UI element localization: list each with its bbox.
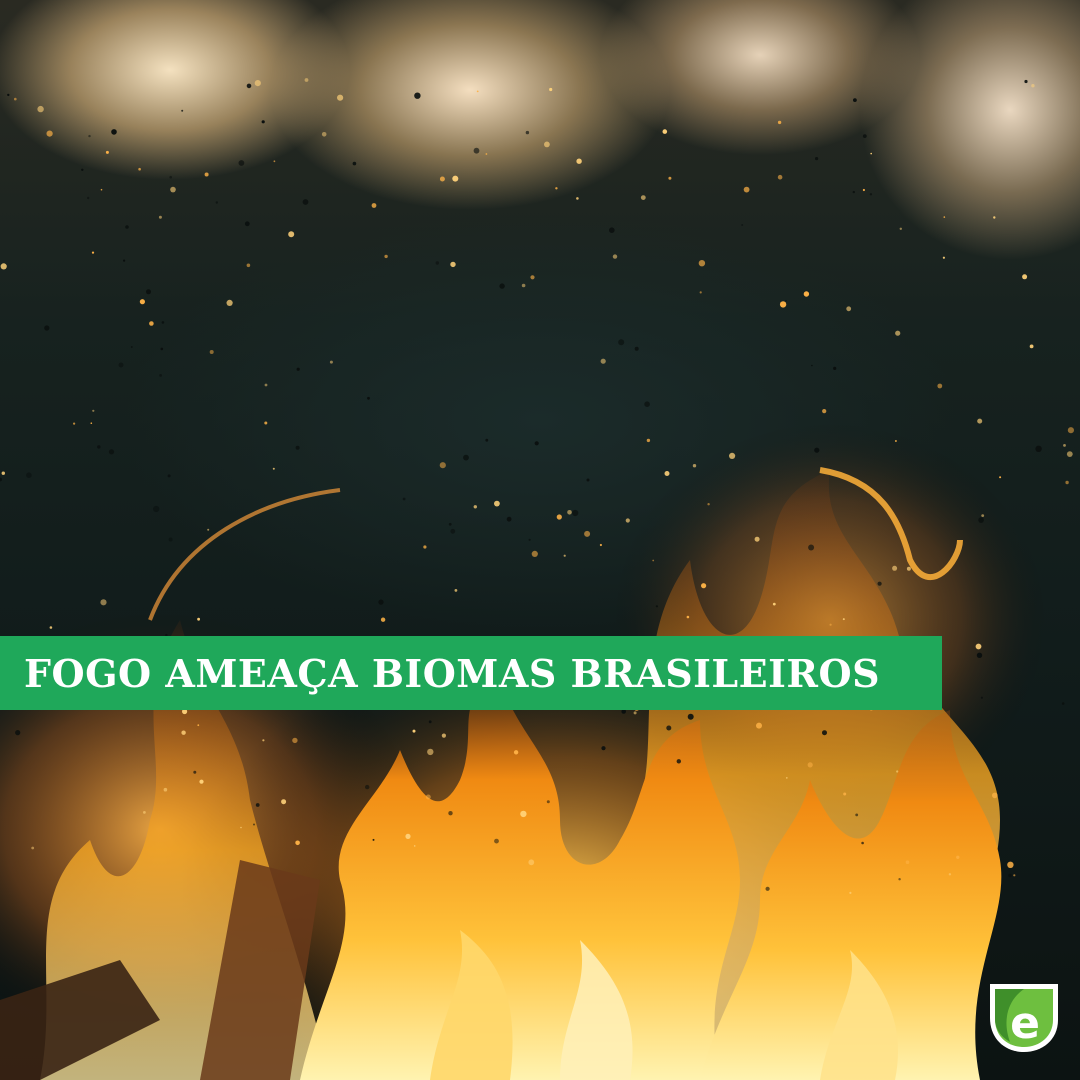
ash-particle xyxy=(609,227,615,233)
spark xyxy=(699,260,705,266)
spark xyxy=(264,422,267,425)
ash-particle xyxy=(572,510,578,516)
spark xyxy=(778,121,781,124)
ash-particle xyxy=(169,538,173,542)
spark xyxy=(906,860,910,864)
spark xyxy=(452,176,458,182)
ash-particle xyxy=(833,367,836,370)
spark xyxy=(1067,451,1073,457)
ash-particle xyxy=(367,397,370,400)
spark xyxy=(999,476,1001,478)
spark xyxy=(755,537,760,542)
spark xyxy=(405,834,410,839)
spark xyxy=(549,88,552,91)
spark xyxy=(849,892,851,894)
ash-particle xyxy=(161,348,164,351)
ash-particle xyxy=(162,321,165,324)
spark xyxy=(227,300,233,306)
ash-particle xyxy=(365,785,369,789)
spark xyxy=(567,510,572,515)
spark xyxy=(900,228,902,230)
spark xyxy=(647,439,650,442)
ash-particle xyxy=(485,439,488,442)
ash-particle xyxy=(125,225,129,229)
spark xyxy=(199,780,203,784)
ash-particle xyxy=(403,498,406,501)
ash-particle xyxy=(618,339,624,345)
ash-particle xyxy=(26,472,32,478)
ash-particle xyxy=(547,800,550,803)
ash-particle xyxy=(297,368,300,371)
spark xyxy=(240,827,242,829)
spark xyxy=(555,187,557,189)
spark xyxy=(700,291,702,293)
ash-particle xyxy=(247,84,252,89)
ash-particle xyxy=(870,193,872,195)
spark xyxy=(830,624,832,626)
ash-particle xyxy=(666,726,671,731)
ash-particle xyxy=(168,474,171,477)
spark xyxy=(956,856,959,859)
spark xyxy=(149,321,154,326)
spark xyxy=(305,78,309,82)
spark xyxy=(274,160,276,162)
ash-particle xyxy=(526,131,529,134)
ash-particle xyxy=(373,839,375,841)
spark xyxy=(895,440,897,442)
ash-particle xyxy=(88,135,90,137)
spark xyxy=(440,462,446,468)
ash-particle xyxy=(741,224,743,226)
spark xyxy=(557,514,562,519)
spark xyxy=(600,544,602,546)
ash-particle xyxy=(981,697,983,699)
spark xyxy=(140,299,145,304)
ash-particle xyxy=(677,759,681,763)
ash-particle xyxy=(87,197,89,199)
spark xyxy=(943,257,945,259)
spark xyxy=(514,750,518,754)
ash-particle xyxy=(159,374,162,377)
spark xyxy=(31,847,34,850)
ash-particle xyxy=(644,401,650,407)
ash-particle xyxy=(153,506,159,512)
ash-particle xyxy=(111,129,117,135)
ash-particle xyxy=(97,445,100,448)
spark xyxy=(273,468,275,470)
ash-particle xyxy=(262,120,265,123)
spark xyxy=(808,762,813,767)
spark xyxy=(907,567,911,571)
ash-particle xyxy=(587,479,590,482)
spark xyxy=(744,187,750,193)
spark xyxy=(477,91,479,93)
spark xyxy=(863,189,865,191)
ash-particle xyxy=(535,441,539,445)
spark xyxy=(210,350,214,354)
spark xyxy=(494,501,500,507)
ash-particle xyxy=(245,221,250,226)
spark xyxy=(843,793,846,796)
ash-particle xyxy=(448,811,452,815)
spark xyxy=(522,284,526,288)
ash-particle xyxy=(256,803,260,807)
ash-particle xyxy=(861,842,864,845)
ash-particle xyxy=(529,539,531,541)
spark xyxy=(895,331,900,336)
ash-particle xyxy=(81,169,83,171)
ash-particle xyxy=(656,605,658,607)
spark xyxy=(773,603,776,606)
ash-particle xyxy=(863,134,867,138)
spark xyxy=(330,361,333,364)
ash-particle xyxy=(978,517,984,523)
spark xyxy=(843,618,845,620)
spark xyxy=(205,173,209,177)
ash-particle xyxy=(808,545,814,551)
spark xyxy=(92,252,94,254)
spark xyxy=(729,453,735,459)
spark xyxy=(1030,345,1034,349)
ash-particle xyxy=(822,730,827,735)
spark xyxy=(846,306,851,311)
spark xyxy=(427,749,433,755)
ash-particle xyxy=(1008,874,1012,878)
ash-particle xyxy=(216,201,218,203)
spark xyxy=(528,859,534,865)
spark xyxy=(701,583,706,588)
spark xyxy=(601,359,606,364)
ash-particle xyxy=(0,478,2,482)
spark xyxy=(576,197,579,200)
spark xyxy=(780,301,786,307)
brand-logo-icon xyxy=(984,976,1064,1056)
spark xyxy=(197,618,200,621)
ash-particle xyxy=(131,346,133,348)
ash-particle xyxy=(474,148,480,154)
spark xyxy=(937,384,942,389)
ash-particle xyxy=(123,260,125,262)
spark xyxy=(423,545,426,548)
spark xyxy=(440,177,445,182)
ash-particle xyxy=(378,600,383,605)
spark xyxy=(652,560,654,562)
spark xyxy=(1065,481,1068,484)
spark xyxy=(288,231,294,237)
spark xyxy=(1031,84,1034,87)
ash-particle xyxy=(303,199,309,205)
spark xyxy=(1007,862,1013,868)
spark xyxy=(381,618,385,622)
ash-particle xyxy=(429,720,432,723)
spark xyxy=(576,159,581,164)
spark xyxy=(896,770,898,772)
spark xyxy=(92,410,94,412)
ash-particle xyxy=(507,517,512,522)
spark xyxy=(442,734,446,738)
ash-particle xyxy=(181,110,183,112)
ash-particle xyxy=(193,771,196,774)
spark xyxy=(520,811,526,817)
spark xyxy=(613,254,617,258)
spark xyxy=(247,264,251,268)
flame-wisp-upper-left xyxy=(150,490,340,620)
spark xyxy=(993,216,995,218)
spark xyxy=(2,472,5,475)
spark xyxy=(255,80,261,86)
ash-particle xyxy=(898,878,900,880)
ash-particle xyxy=(169,176,172,179)
spark xyxy=(532,551,538,557)
spark xyxy=(138,168,141,171)
headline-text: FOGO AMEAÇA BIOMAS BRASILEIROS xyxy=(24,650,881,696)
spark xyxy=(295,841,300,846)
ash-particle xyxy=(977,653,982,658)
spark xyxy=(474,505,477,508)
ash-particle xyxy=(436,261,439,264)
spark xyxy=(292,738,297,743)
spark xyxy=(486,153,488,155)
spark xyxy=(450,262,455,267)
spark xyxy=(634,711,637,714)
spark xyxy=(207,529,209,531)
spark xyxy=(1022,274,1027,279)
ash-particle xyxy=(688,714,694,720)
spark xyxy=(1063,444,1066,447)
spark xyxy=(181,731,185,735)
ash-particle xyxy=(635,347,639,351)
spark xyxy=(981,514,984,517)
ash-particle xyxy=(109,449,114,454)
ash-particle xyxy=(450,529,455,534)
spark xyxy=(426,795,431,800)
spark xyxy=(37,106,43,112)
ash-particle xyxy=(499,283,504,288)
spark xyxy=(544,142,550,148)
ash-particle xyxy=(1024,80,1027,83)
spark xyxy=(707,503,709,505)
spark xyxy=(663,129,668,134)
ash-particle xyxy=(7,94,9,96)
spark xyxy=(455,589,458,592)
spark xyxy=(564,555,566,557)
spark xyxy=(159,216,162,219)
spark xyxy=(870,153,872,155)
ash-particle xyxy=(853,191,855,193)
spark xyxy=(822,409,826,413)
spark xyxy=(944,216,946,218)
spark xyxy=(73,423,75,425)
ash-particle xyxy=(119,363,124,368)
ash-particle xyxy=(1035,446,1041,452)
spark xyxy=(949,873,951,875)
spark xyxy=(372,203,377,208)
spark xyxy=(281,799,286,804)
ash-particle xyxy=(44,325,49,330)
ash-particle xyxy=(353,162,357,166)
spark xyxy=(976,644,982,650)
spark xyxy=(530,275,534,279)
spark xyxy=(164,788,168,792)
spark xyxy=(641,195,646,200)
ash-particle xyxy=(815,157,818,160)
spark xyxy=(47,131,53,137)
ash-particle xyxy=(296,446,300,450)
spark xyxy=(756,723,762,729)
ash-particle xyxy=(878,582,882,586)
spark xyxy=(413,730,416,733)
spark xyxy=(91,422,93,424)
spark xyxy=(337,95,343,101)
spark xyxy=(804,291,809,296)
ash-particle xyxy=(811,365,813,367)
spark xyxy=(262,739,264,741)
ash-particle xyxy=(814,448,819,453)
ash-particle xyxy=(855,814,858,817)
ash-particle xyxy=(601,746,605,750)
logo-letter: e xyxy=(1010,998,1040,1049)
spark xyxy=(584,531,590,537)
ash-particle xyxy=(253,824,255,826)
spark xyxy=(1,263,7,269)
spark xyxy=(100,599,106,605)
spark xyxy=(101,189,103,191)
ash-particle xyxy=(1062,702,1065,705)
ash-particle xyxy=(494,839,499,844)
ash-particle xyxy=(146,289,151,294)
spark xyxy=(14,98,17,101)
spark xyxy=(384,255,387,258)
spark xyxy=(1068,427,1074,433)
spark xyxy=(626,518,630,522)
ash-particle xyxy=(766,887,770,891)
spark xyxy=(197,724,199,726)
spark xyxy=(322,132,327,137)
spark xyxy=(992,793,998,799)
ash-particle xyxy=(15,730,20,735)
spark xyxy=(892,566,897,571)
spark xyxy=(977,419,982,424)
spark xyxy=(170,187,176,193)
ash-particle xyxy=(853,98,857,102)
spark xyxy=(106,151,109,154)
ash-particle xyxy=(785,300,787,302)
spark xyxy=(1013,874,1015,876)
ash-particle xyxy=(449,523,452,526)
spark xyxy=(265,384,268,387)
spark xyxy=(778,175,783,180)
spark xyxy=(143,811,146,814)
ash-particle xyxy=(463,455,469,461)
ash-particle xyxy=(239,160,245,166)
spark xyxy=(50,626,53,629)
spark xyxy=(414,845,416,847)
spark xyxy=(668,177,671,180)
ash-particle xyxy=(414,93,420,99)
spark xyxy=(687,616,690,619)
spark xyxy=(693,464,696,467)
headline-banner xyxy=(0,636,942,710)
spark xyxy=(665,471,670,476)
spark xyxy=(786,777,788,779)
